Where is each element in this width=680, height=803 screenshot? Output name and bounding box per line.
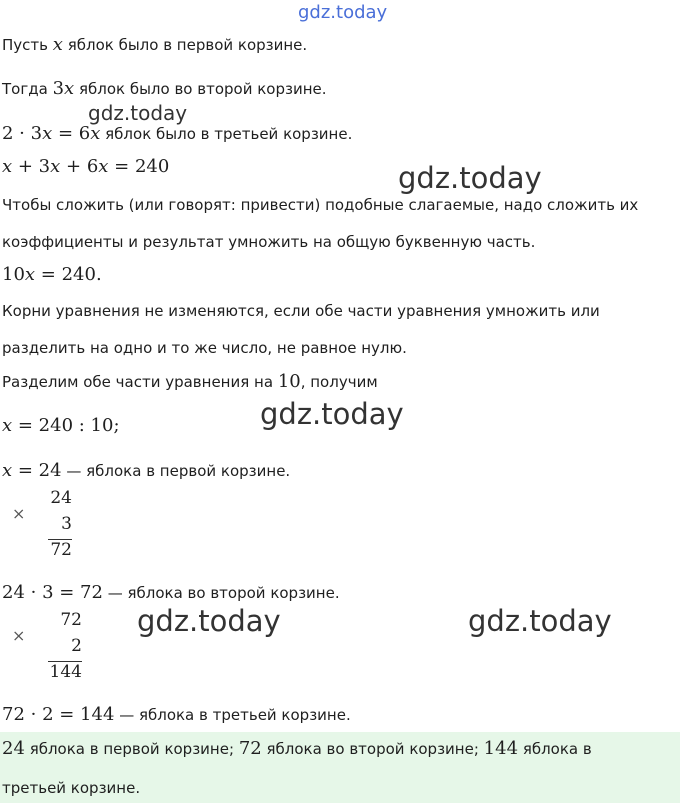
- text: яблок было в третьей корзине.: [105, 125, 353, 143]
- solution-line: [2, 462, 290, 480]
- paragraph-line: Чтобы сложить (или говорят: привести) подобные слагаемые, надо сложить их: [2, 196, 639, 214]
- paragraph-line: разделить на одно и то же число, не равное нулю.: [2, 339, 407, 357]
- variable: x: [90, 123, 101, 144]
- expression: 72 · 2 = 144: [2, 704, 115, 725]
- times-sign: ×: [12, 504, 26, 523]
- expression: + 3: [12, 156, 51, 177]
- equation: [2, 156, 169, 177]
- watermark: gdz.today: [88, 101, 188, 125]
- product: 72: [50, 540, 72, 560]
- expression: = 240.: [35, 264, 102, 285]
- text: яблока во второй корзине;: [266, 740, 479, 758]
- times-sign: ×: [12, 626, 26, 645]
- text: — яблока во второй корзине.: [107, 584, 340, 602]
- number: 72: [238, 738, 262, 759]
- variable: x: [50, 156, 61, 177]
- answer-box: [0, 732, 680, 803]
- text: яблок было во второй корзине.: [78, 80, 327, 98]
- product: 144: [49, 662, 82, 682]
- answer-line: [2, 740, 592, 758]
- watermark: gdz.today: [398, 161, 542, 195]
- text: — яблока в третьей корзине.: [119, 706, 351, 724]
- expression: = 24: [12, 460, 62, 481]
- text: , получим: [300, 373, 378, 391]
- paragraph-line: коэффициенты и результат умножить на общую буквенную часть.: [2, 233, 536, 251]
- paragraph-line: Корни уравнения не изменяются, если обе части уравнения умножить или: [2, 302, 600, 320]
- multiplier: 2: [71, 636, 82, 656]
- number: 3: [52, 78, 65, 99]
- multiplicand: 72: [60, 610, 82, 630]
- variable: x: [52, 34, 63, 55]
- expression: = 240 : 10;: [12, 415, 120, 436]
- variable: x: [24, 264, 36, 285]
- paragraph-line: [2, 373, 378, 391]
- variable: x: [42, 123, 53, 144]
- variable: x: [2, 415, 13, 436]
- multiplier: 3: [61, 514, 72, 534]
- text: Разделим обе части уравнения на: [2, 373, 274, 391]
- expression: + 6: [60, 156, 99, 177]
- text: Пусть: [2, 36, 48, 54]
- number: 144: [483, 738, 519, 759]
- text: яблока в: [522, 740, 592, 758]
- multiplicand: 24: [50, 488, 72, 508]
- number: 10: [2, 264, 25, 285]
- solution-line: [2, 125, 352, 143]
- variable: x: [98, 156, 109, 177]
- variable: x: [2, 460, 13, 481]
- text: яблок было в первой корзине.: [67, 36, 308, 54]
- expression: = 240: [108, 156, 170, 177]
- variable: x: [2, 156, 13, 177]
- text: — яблока в первой корзине.: [66, 462, 291, 480]
- solution-line: [2, 80, 327, 98]
- expression: = 6: [52, 123, 91, 144]
- solution-line: [2, 584, 340, 602]
- variable: x: [64, 78, 75, 99]
- equation: [2, 415, 120, 436]
- watermark: gdz.today: [137, 604, 281, 638]
- answer-line: третьей корзине.: [2, 779, 141, 797]
- equation: [2, 264, 102, 285]
- number: 24: [2, 738, 25, 759]
- solution-line: [2, 706, 351, 724]
- solution-line: [2, 36, 307, 54]
- expression: 24 · 3 = 72: [2, 582, 103, 603]
- text: яблока в первой корзине;: [29, 740, 235, 758]
- watermark: gdz.today: [468, 604, 612, 638]
- text: Тогда: [2, 80, 48, 98]
- number: 10: [277, 371, 301, 392]
- watermark: gdz.today: [260, 397, 404, 431]
- expression: 2 · 3: [2, 123, 43, 144]
- watermark-top: gdz.today: [298, 2, 388, 23]
